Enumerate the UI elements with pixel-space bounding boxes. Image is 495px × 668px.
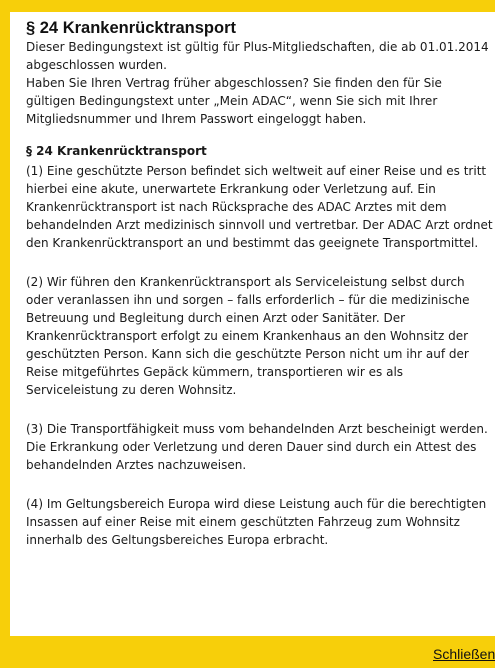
paragraph-2: (2) Wir führen den Krankenrücktransport als Serviceleistung selbst durch oder veranlassen ihn und sorgen – falls erforderlich – für die medizinische Betreuung und Begleitung durch einen Arzt oder Sanitäter. Der Krankenrücktransport erfolgt zu einem Krankenhaus an den Wohnsitz der geschützten Person. Kann sich die geschützte Person nicht um ihr auf der Reise mitgeführtes Gepäck kümmern, transportieren wir es als Serviceleistung zu deren Wohnsitz. bbox=[26, 275, 470, 397]
section-heading: § 24 Krankenrücktransport bbox=[26, 144, 207, 158]
dialog-footer bbox=[0, 636, 495, 668]
dialog-title: § 24 Krankenrücktransport bbox=[26, 19, 236, 37]
close-link[interactable]: Schließen bbox=[433, 646, 495, 662]
paragraph-3: (3) Die Transportfähigkeit muss vom behandelnden Arzt bescheinigt werden. Die Erkrankung oder Verletzung und deren Dauer sind durch ein Attest des behandelnden Arztes nachzuweisen. bbox=[26, 422, 488, 472]
paragraph-1: (1) Eine geschützte Person befindet sich weltweit auf einer Reise und es tritt hierbei eine akute, unerwartete Erkrankung oder Verletzung auf. Ein Krankenrücktransport ist nach Rücksprache des ADAC Arztes mit dem behandelnden Arzt medizinisch sinnvoll und vertretbar. Der ADAC Arzt ordnet den Krankenrücktransport an und bestimmt das geeignete Transportmittel. bbox=[26, 164, 493, 250]
terms-panel bbox=[10, 12, 495, 636]
validity-notice: Dieser Bedingungstext ist gültig für Plus-Mitgliedschaften, die ab 01.01.2014 abgeschlossen wurden. Haben Sie Ihren Vertrag früher abgeschlossen? Sie finden den für Sie gültigen Bedingungstext unter „Mein ADAC“, wenn Sie sich mit Ihrer Mitgliedsnummer und Ihrem Passwort eingeloggt haben. bbox=[26, 40, 489, 126]
paragraph-4: (4) Im Geltungsbereich Europa wird diese Leistung auch für die berechtigten Insassen auf einer Reise mit einem geschützten Fahrzeug zum Wohnsitz innerhalb des Geltungsbereiches Europa erbracht. bbox=[26, 497, 487, 547]
